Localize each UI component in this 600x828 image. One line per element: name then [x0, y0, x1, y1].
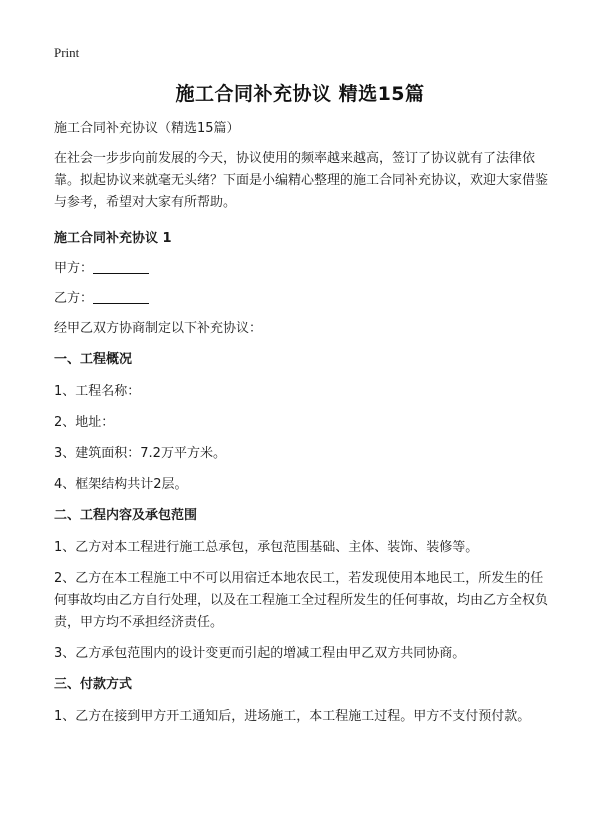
- party-a-line: [54, 258, 554, 280]
- list-item: 2、地址：: [54, 415, 115, 430]
- party-b-label: 乙方：: [54, 291, 94, 306]
- party-b-line: [54, 288, 554, 310]
- intro-paragraph: 在社会一步步向前发展的今天，协议使用的频率越来越高，签订了协议就有了法律依靠。拟起协议来就毫无头绪？下面是小编精心整理的施工合同补充协议，欢迎大家借鉴与参考，希望对大家有所帮助。: [54, 151, 549, 210]
- list-item: 1、乙方在接到甲方开工通知后，进场施工，本工程施工过程。甲方不支付预付款。: [54, 709, 531, 724]
- agreement-heading: 施工合同补充协议 1: [54, 231, 172, 246]
- list-item: 2、乙方在本工程施工中不可以用宿迁本地农民工，若发现使用本地民工，所发生的任何事故均由乙方自行处理，以及在工程施工全过程所发生的任何事故，均由乙方全权负责，甲方均不承担经济责任。: [54, 571, 549, 630]
- list-item: 1、乙方对本工程进行施工总承包，承包范围基础、主体、装饰、装修等。: [54, 540, 479, 555]
- party-a-label: 甲方：: [54, 261, 94, 276]
- party-a-blank: [93, 259, 149, 274]
- print-link[interactable]: Print: [54, 45, 80, 60]
- list-item: 4、框架结构共计2层。: [54, 477, 188, 492]
- section-heading-payment: 三、付款方式: [54, 677, 133, 692]
- document-title: 施工合同补充协议 精选15篇: [175, 83, 425, 105]
- list-item: 1、工程名称：: [54, 384, 141, 399]
- document-body: [54, 118, 554, 737]
- document-subtitle: 施工合同补充协议（精选15篇）: [54, 121, 240, 136]
- party-b-blank: [93, 289, 149, 304]
- list-item: 3、乙方承包范围内的设计变更而引起的增减工程由甲乙双方共同协商。: [54, 646, 466, 661]
- section-heading-overview: 一、工程概况: [54, 352, 133, 367]
- agreed-text: 经甲乙双方协商制定以下补充协议：: [54, 321, 263, 336]
- section-heading-scope: 二、工程内容及承包范围: [54, 508, 198, 523]
- list-item: 3、建筑面积：7.2万平方米。: [54, 446, 226, 461]
